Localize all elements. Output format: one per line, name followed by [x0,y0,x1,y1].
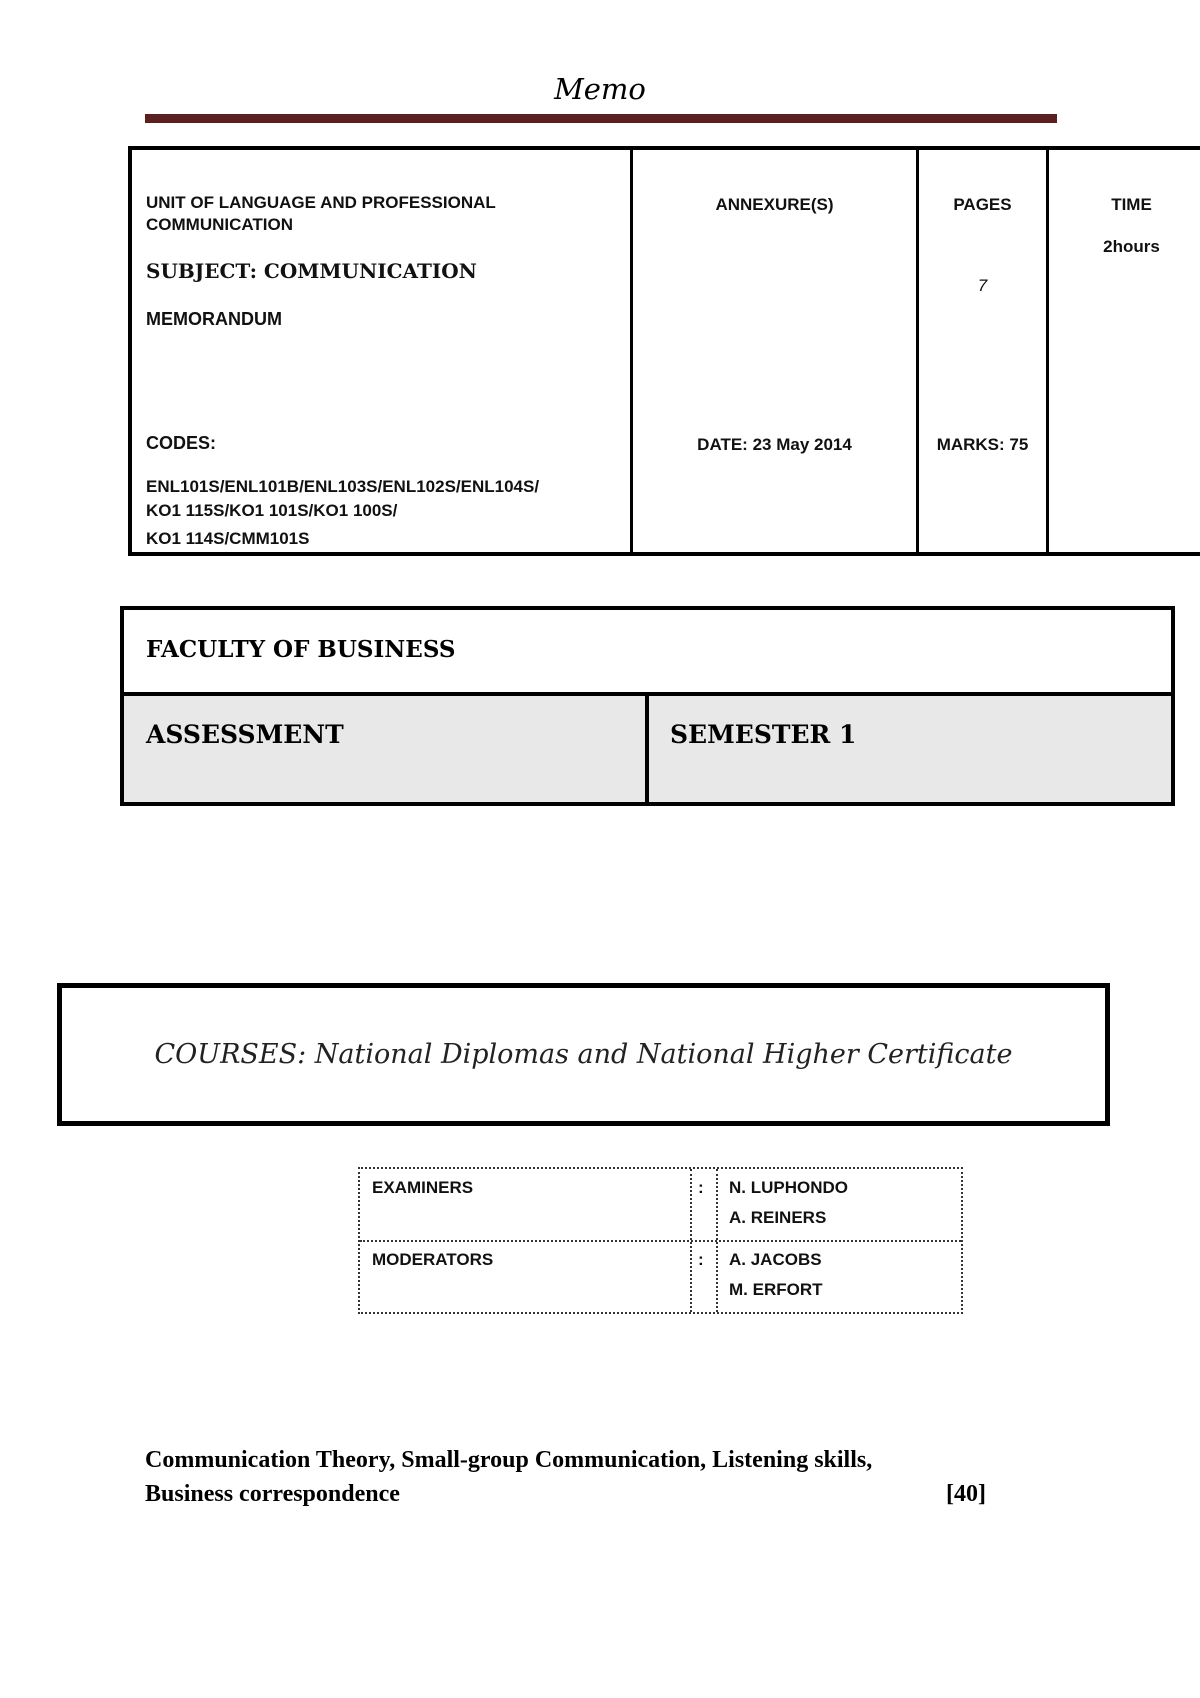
moderators-separator: : [698,1250,704,1269]
memo-title: Memo [554,72,646,106]
examiners-row-divider [360,1240,961,1242]
question-marks: [40] [946,1481,986,1507]
unit-name: UNIT OF LANGUAGE AND PROFESSIONAL COMMUNICATION [146,193,496,234]
moderator-name: A. JACOBS [729,1250,822,1269]
marks-total: MARKS: 75 [936,435,1029,454]
question-topics-line-1: Communication Theory, Small-group Communication, Listening skills, [145,1447,873,1473]
examiners-role: EXAMINERS [372,1178,474,1197]
pages-value: 7 [977,276,988,295]
time-value: 2hours [1103,237,1160,256]
faculty-name: FACULTY OF BUSINESS [146,636,456,663]
examiners-separator: : [698,1178,704,1197]
subject-label: SUBJECT: COMMUNICATION [146,259,477,283]
codes-line: KO1 114S/CMM101S [146,529,310,548]
moderators-role: MODERATORS [372,1250,494,1269]
codes-label: CODES: [146,433,217,453]
annexures-label: ANNEXURE(S) [715,195,834,214]
moderator-name: M. ERFORT [729,1280,823,1299]
pages-label: PAGES [953,195,1012,214]
semester-label: SEMESTER 1 [670,720,857,749]
examiner-name: N. LUPHONDO [729,1178,848,1197]
assessment-label: ASSESSMENT [146,720,344,749]
document-type: MEMORANDUM [146,309,282,329]
courses-text: COURSES: National Diplomas and National Higher Certificate [154,1039,1013,1070]
header-rule [145,114,1057,123]
info-table [128,146,1200,556]
courses-box [57,983,1110,1126]
codes-line: ENL101S/ENL101B/ENL103S/ENL102S/ENL104S/ [146,477,540,496]
exam-date: DATE: 23 May 2014 [697,435,852,454]
question-topics-line-2: Business correspondence [145,1481,400,1507]
codes-line: KO1 115S/KO1 101S/KO1 100S/ [146,501,398,520]
faculty-table [120,606,1175,806]
assessment-column-divider [645,696,649,802]
examiner-name: A. REINERS [729,1208,827,1227]
time-label: TIME [1111,195,1152,214]
examiners-table [358,1167,963,1314]
